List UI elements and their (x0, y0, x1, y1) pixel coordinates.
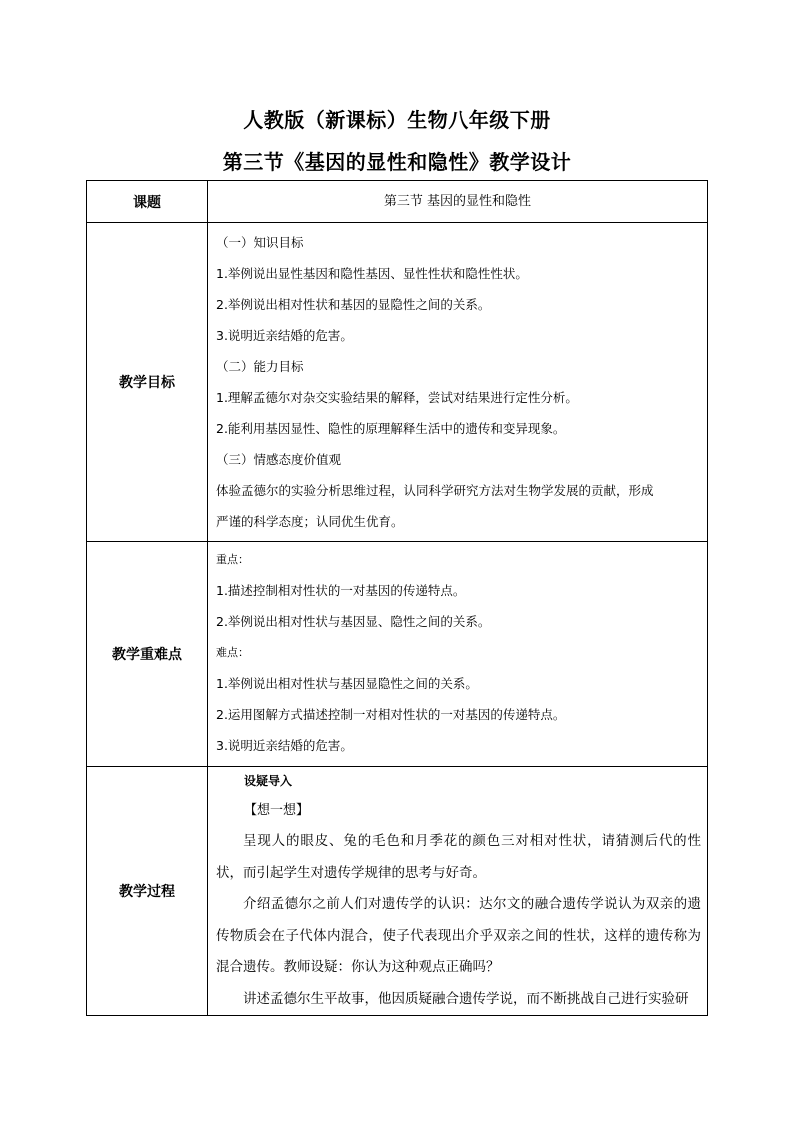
topic-value: 第三节 基因的显性和隐性 (208, 181, 708, 223)
difficult-heading: 难点： (216, 646, 249, 659)
goals-content (208, 223, 708, 542)
goals-line: 3.说明近亲结婚的危害。 (216, 328, 353, 343)
key-line: 1.描述控制相对性状的一对基因的传递特点。 (216, 583, 466, 598)
key-points-content (208, 542, 708, 767)
goals-line: 体验孟德尔的实验分析思维过程，认同科学研究方法对生物学发展的贡献，形成 (216, 483, 654, 498)
process-heading: 设疑导入 (244, 774, 293, 788)
goals-line: （三）情感态度价值观 (216, 452, 342, 467)
topic-label: 课题 (87, 181, 208, 223)
process-content (208, 767, 708, 1016)
process-paragraph: 介绍孟德尔之前人们对遗传学的认识：达尔文的融合遗传学说认为双亲的遗传物质会在子代体内混合，使子代表现出介乎双亲之间的性状，这样的遗传称为混合遗传。教师设疑：你认为这种观点正确吗？ (216, 896, 701, 975)
document-subtitle: 第三节《基因的显性和隐性》教学设计 (222, 150, 572, 174)
goals-line: 1.举例说出显性基因和隐性基因、显性性状和隐性性状。 (216, 266, 528, 281)
difficult-line: 3.说明近亲结婚的危害。 (216, 738, 353, 753)
goals-line: 2.举例说出相对性状和基因的显隐性之间的关系。 (216, 297, 491, 312)
goals-label: 教学目标 (87, 223, 208, 542)
goals-line: （一）知识目标 (216, 235, 304, 250)
goals-line: 严谨的科学态度；认同优生优育。 (216, 514, 404, 529)
process-paragraph: 讲述孟德尔生平故事，他因质疑融合遗传学说，而不断挑战自己进行实验研 (243, 990, 689, 1007)
table-row-key-points (87, 542, 708, 767)
table-row-goals (87, 223, 708, 542)
key-heading: 重点： (216, 553, 249, 566)
difficult-line: 1.举例说出相对性状与基因显隐性之间的关系。 (216, 676, 478, 691)
key-points-label: 教学重难点 (87, 542, 208, 767)
process-subheading: 【想一想】 (244, 803, 310, 818)
goals-line: 1.理解孟德尔对杂交实验结果的解释，尝试对结果进行定性分析。 (216, 390, 578, 405)
goals-line: 2.能利用基因显性、隐性的原理解释生活中的遗传和变异现象。 (216, 421, 566, 436)
table-row-topic (87, 181, 708, 223)
process-label: 教学过程 (87, 767, 208, 1016)
difficult-line: 2.运用图解方式描述控制一对相对性状的一对基因的传递特点。 (216, 707, 566, 722)
document-title: 人教版（新课标）生物八年级下册 (243, 108, 551, 132)
goals-line: （二）能力目标 (216, 359, 304, 374)
process-paragraph: 呈现人的眼皮、兔的毛色和月季花的颜色三对相对性状，请猜测后代的性状，而引起学生对遗传学规律的思考与好奇。 (216, 833, 701, 881)
lesson-plan-table (86, 180, 708, 1016)
key-line: 2.举例说出相对性状与基因显、隐性之间的关系。 (216, 614, 491, 629)
table-row-process (87, 767, 708, 1016)
